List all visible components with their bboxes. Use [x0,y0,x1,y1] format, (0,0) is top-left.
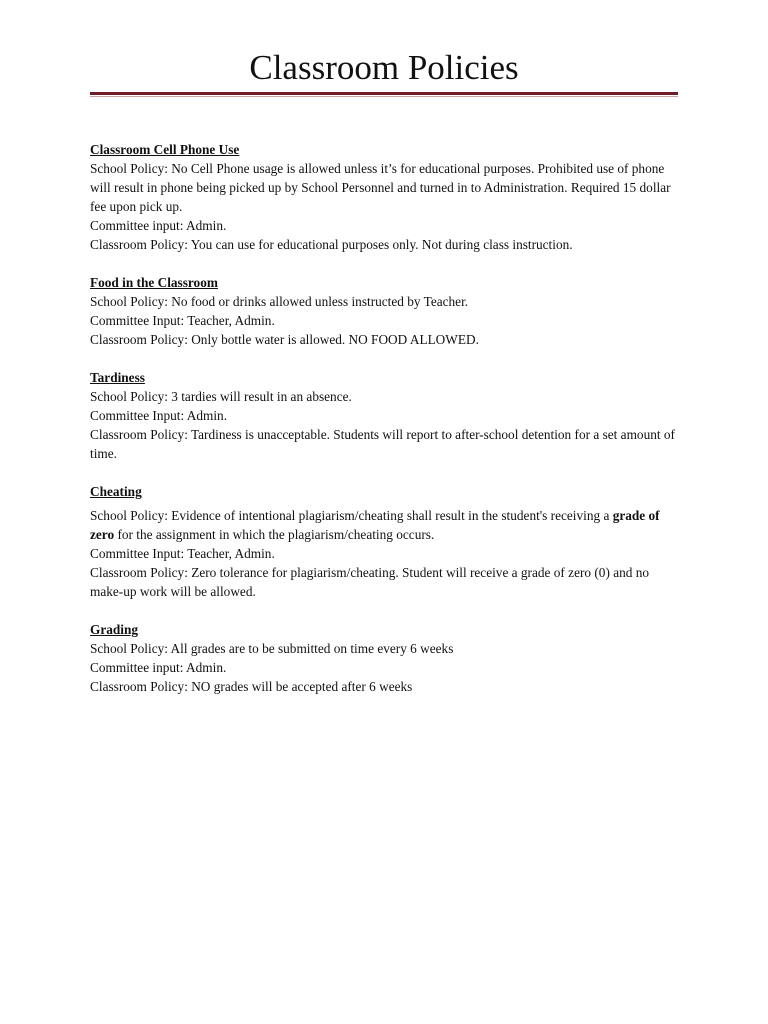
classroom-policy-text: Classroom Policy: Zero tolerance for plagiarism/cheating. Student will receive a grade of zero (0) and no make-up work will be allowed. [90,565,650,599]
school-policy-text: School Policy: No Cell Phone usage is allowed unless it’s for educational purposes. Prohibited use of phone will result in phone being picked up by School Personnel and turned in to Administration. Required 15 dollar fee upon pick up. [90,161,671,214]
page-title: Classroom Policies [249,48,519,87]
section-heading: Tardiness [90,370,145,385]
title-divider [90,92,678,95]
section-heading: Grading [90,622,139,637]
grade-of-zero-emphasis: grade of zero [90,508,660,542]
school-policy-text [90,506,680,544]
school-policy-text: School Policy: No food or drinks allowed unless instructed by Teacher. [90,294,469,309]
school-policy-text-start: School Policy: Evidence of intentional plagiarism/cheating shall result in the student's receiving a [90,508,613,523]
school-policy-text: School Policy: All grades are to be submitted on time every 6 weeks [90,641,454,656]
school-policy-text-end: for the assignment in which the plagiarism/cheating occurs. [114,527,435,542]
committee-input-text: Committee Input: Teacher, Admin. [90,546,275,561]
section-food [90,273,680,349]
section-cell-phone [90,140,680,254]
section-tardiness [90,368,680,463]
classroom-policy-text: Classroom Policy: NO grades will be accepted after 6 weeks [90,679,413,694]
classroom-policy-text: Classroom Policy: Tardiness is unacceptable. Students will report to after-school detention for a set amount of time. [90,427,675,461]
section-heading: Cheating [90,484,142,499]
classroom-policy-text: Classroom Policy: Only bottle water is allowed. NO FOOD ALLOWED. [90,332,479,347]
classroom-policy-text: Classroom Policy: You can use for educational purposes only. Not during class instruction. [90,237,573,252]
committee-input-text: Committee input: Admin. [90,660,227,675]
section-heading: Classroom Cell Phone Use [90,142,240,157]
policy-content [90,140,680,715]
title-divider-thin [90,96,678,97]
section-cheating [90,482,680,601]
committee-input-text: Committee Input: Admin. [90,408,228,423]
school-policy-text: School Policy: 3 tardies will result in an absence. [90,389,352,404]
section-grading [90,620,680,696]
committee-input-text: Committee input: Admin. [90,218,227,233]
committee-input-text: Committee Input: Teacher, Admin. [90,313,275,328]
section-heading: Food in the Classroom [90,275,218,290]
